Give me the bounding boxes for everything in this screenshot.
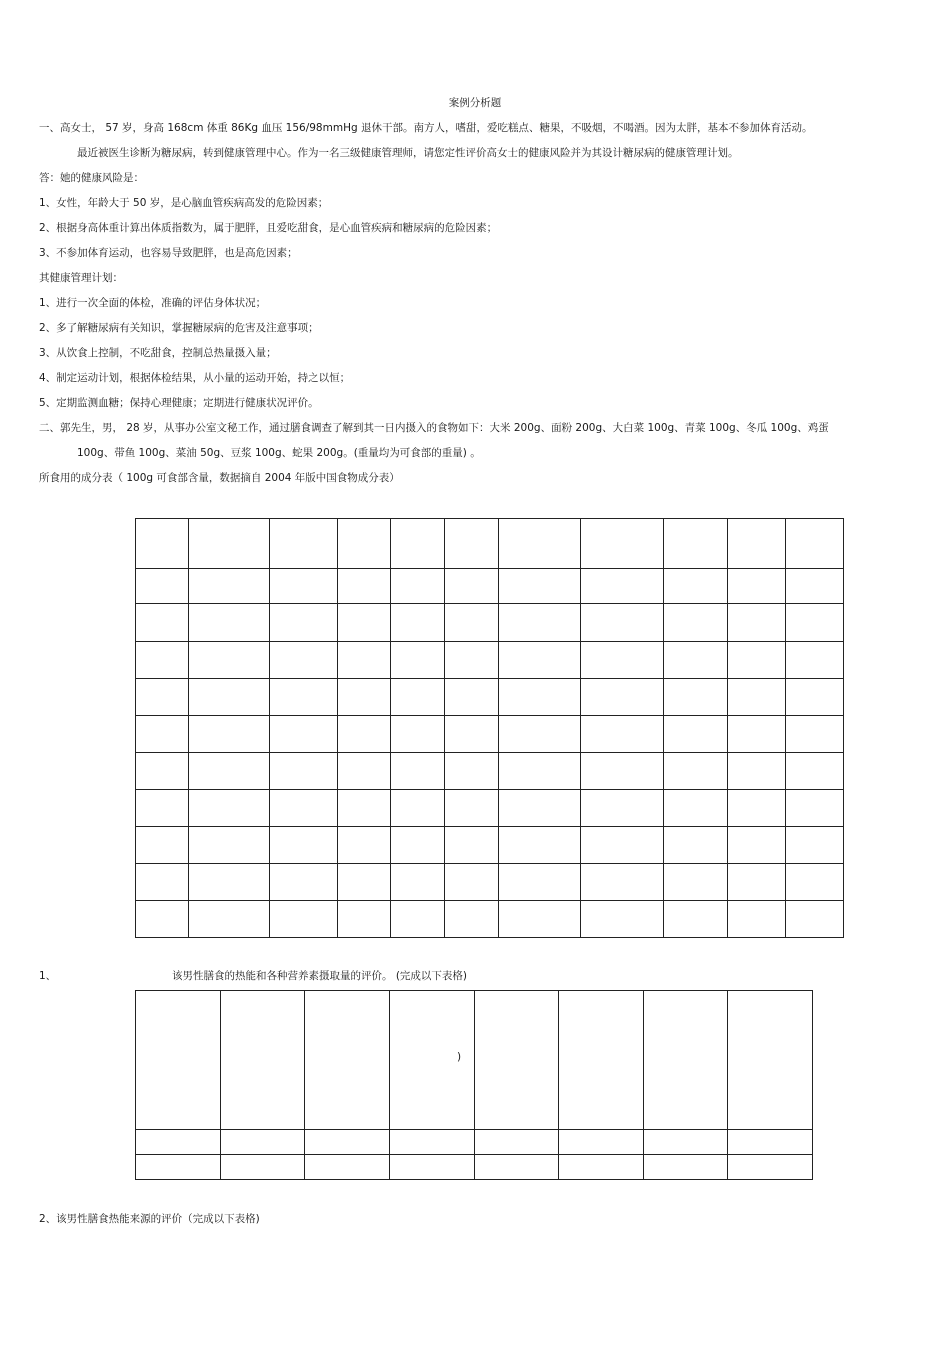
q1-number: 1、 (39, 970, 57, 982)
table-cell (786, 790, 844, 827)
table-row (136, 901, 844, 938)
table-cell (136, 753, 189, 790)
table-cell (391, 716, 445, 753)
table-cell (664, 519, 728, 569)
table-cell (499, 642, 581, 679)
table-cell (389, 991, 474, 1130)
table-cell (474, 991, 559, 1130)
table-cell (338, 827, 391, 864)
table-cell (136, 519, 189, 569)
table-cell (338, 569, 391, 604)
table-row (136, 1130, 813, 1155)
table-cell (559, 1155, 644, 1180)
table-cell (499, 753, 581, 790)
table-cell (391, 827, 445, 864)
answer-intro: 答：她的健康风险是： (39, 172, 144, 184)
table-cell (581, 604, 664, 642)
table-cell (499, 716, 581, 753)
table-row (136, 991, 813, 1130)
case1-line1: 一、高女士， 57 岁，身高 168cm 体重 86Kg 血压 156/98mmHg 退休干部。南方人，嗜甜，爱吃糕点、糖果，不吸烟，不喝酒。因为太胖，基本不参加体育活动。 (39, 122, 813, 134)
table-cell (270, 790, 338, 827)
table-row (136, 864, 844, 901)
plan-item: 5、定期监测血糖；保持心理健康；定期进行健康状况评价。 (39, 397, 319, 409)
table-cell (499, 827, 581, 864)
table-cell (786, 642, 844, 679)
table-cell (189, 604, 270, 642)
table-cell (389, 1130, 474, 1155)
table-cell (581, 864, 664, 901)
table-cell (664, 901, 728, 938)
table-cell (499, 604, 581, 642)
table-cell (338, 716, 391, 753)
table-cell (728, 827, 786, 864)
table-cell (305, 991, 390, 1130)
table-cell (499, 519, 581, 569)
table-cell (270, 519, 338, 569)
risk-item: 3、不参加体育运动，也容易导致肥胖，也是高危因素； (39, 247, 298, 259)
table-cell (445, 901, 499, 938)
plan-item: 1、进行一次全面的体检，准确的评估身体状况； (39, 297, 267, 309)
table-cell (643, 991, 728, 1130)
table-cell (391, 753, 445, 790)
table-cell (581, 679, 664, 716)
table-cell (270, 604, 338, 642)
table-cell (499, 864, 581, 901)
table-cell (499, 679, 581, 716)
table-cell (338, 679, 391, 716)
table-cell (664, 569, 728, 604)
table-cell (581, 901, 664, 938)
table-cell (391, 604, 445, 642)
table-cell (474, 1130, 559, 1155)
table-cell (391, 864, 445, 901)
table-row (136, 679, 844, 716)
table-cell (391, 569, 445, 604)
table-cell (581, 642, 664, 679)
table-cell (136, 679, 189, 716)
table-cell (445, 604, 499, 642)
table-cell (136, 991, 221, 1130)
table-cell (189, 753, 270, 790)
table-cell (728, 1130, 813, 1155)
table-cell (136, 901, 189, 938)
table-cell (189, 716, 270, 753)
table-row (136, 569, 844, 604)
table-cell (499, 901, 581, 938)
table-row (136, 827, 844, 864)
table-cell (786, 827, 844, 864)
table-cell (643, 1130, 728, 1155)
table-cell (786, 679, 844, 716)
table-cell (728, 991, 813, 1130)
table-cell (338, 753, 391, 790)
case1-line2: 最近被医生诊断为糖尿病，转到健康管理中心。作为一名三级健康管理师，请您定性评价高女士的健康风险并为其设计糖尿病的健康管理计划。 (77, 147, 739, 159)
plan-intro: 其健康管理计划： (39, 272, 123, 284)
table-cell (786, 604, 844, 642)
table-cell (643, 1155, 728, 1180)
table-cell (786, 716, 844, 753)
table-cell (305, 1130, 390, 1155)
table-cell (728, 604, 786, 642)
nutrient-evaluation-table (135, 990, 813, 1180)
risk-item: 2、根据身高体重计算出体质指数为，属于肥胖，且爱吃甜食，是心血管疾病和糖尿病的危险因素； (39, 222, 498, 234)
table-cell (391, 642, 445, 679)
table-cell (338, 901, 391, 938)
table-cell (136, 716, 189, 753)
table-cell (581, 569, 664, 604)
table-cell (270, 901, 338, 938)
table-cell (220, 991, 305, 1130)
table-mark: ) (457, 1051, 462, 1063)
table-cell (136, 790, 189, 827)
table-row (136, 642, 844, 679)
table-row (136, 604, 844, 642)
table-cell (445, 827, 499, 864)
table-cell (270, 679, 338, 716)
table-cell (136, 827, 189, 864)
table-cell (445, 569, 499, 604)
table-cell (136, 569, 189, 604)
table-cell (338, 642, 391, 679)
table-cell (136, 1130, 221, 1155)
table-cell (728, 901, 786, 938)
table-cell (474, 1155, 559, 1180)
table-cell (728, 1155, 813, 1180)
table-cell (189, 864, 270, 901)
table-row (136, 716, 844, 753)
table-cell (581, 519, 664, 569)
table-row (136, 519, 844, 569)
table-cell (581, 790, 664, 827)
table-cell (664, 716, 728, 753)
table-cell (270, 753, 338, 790)
table-cell (499, 790, 581, 827)
page-title: 案例分析题 (448, 97, 502, 109)
table-cell (391, 519, 445, 569)
table-cell (728, 569, 786, 604)
table-cell (189, 790, 270, 827)
table-cell (559, 991, 644, 1130)
table-cell (664, 604, 728, 642)
table-cell (391, 790, 445, 827)
table-cell (270, 716, 338, 753)
table-cell (136, 1155, 221, 1180)
table-cell (136, 604, 189, 642)
table-row (136, 753, 844, 790)
table-cell (189, 679, 270, 716)
table-cell (664, 679, 728, 716)
table-cell (445, 716, 499, 753)
table-cell (786, 864, 844, 901)
plan-item: 3、从饮食上控制，不吃甜食，控制总热量摄入量； (39, 347, 277, 359)
table-cell (220, 1155, 305, 1180)
table-row (136, 790, 844, 827)
table-cell (189, 519, 270, 569)
table-cell (445, 864, 499, 901)
case2-line2: 100g、带鱼 100g、菜油 50g、豆浆 100g、蛇果 200g。(重量均为可食部的重量) 。 (77, 447, 481, 459)
table-cell (136, 642, 189, 679)
table-cell (189, 827, 270, 864)
table-cell (189, 569, 270, 604)
table-cell (445, 790, 499, 827)
table-cell (389, 1155, 474, 1180)
table-cell (664, 642, 728, 679)
table-cell (220, 1130, 305, 1155)
table-cell (499, 569, 581, 604)
table-cell (270, 569, 338, 604)
table-cell (338, 604, 391, 642)
food-composition-table (135, 518, 844, 938)
table-cell (728, 716, 786, 753)
table-cell (786, 901, 844, 938)
table-cell (270, 642, 338, 679)
table-cell (786, 519, 844, 569)
table-cell (664, 864, 728, 901)
table-cell (445, 753, 499, 790)
table-cell (664, 790, 728, 827)
table-cell (338, 864, 391, 901)
table-cell (728, 519, 786, 569)
table-cell (581, 716, 664, 753)
table-cell (559, 1130, 644, 1155)
table-cell (728, 790, 786, 827)
table-caption: 所食用的成分表（ 100g 可食部含量，数据摘自 2004 年版中国食物成分表） (39, 472, 400, 484)
table-cell (136, 864, 189, 901)
table-cell (338, 519, 391, 569)
table-cell (728, 753, 786, 790)
plan-item: 2、多了解糖尿病有关知识，掌握糖尿病的危害及注意事项； (39, 322, 319, 334)
table-cell (270, 827, 338, 864)
table-cell (728, 642, 786, 679)
table-cell (445, 642, 499, 679)
table-cell (189, 901, 270, 938)
table-cell (391, 679, 445, 716)
table-cell (305, 1155, 390, 1180)
table-cell (338, 790, 391, 827)
table-cell (445, 519, 499, 569)
table-cell (664, 753, 728, 790)
case2-line1: 二、郭先生，男， 28 岁，从事办公室文秘工作，通过膳食调查了解到其一日内摄入的食物如下：大米 200g、面粉 200g、大白菜 100g、青菜 100g、冬瓜 100g、鸡蛋 (39, 422, 829, 434)
risk-item: 1、女性，年龄大于 50 岁，是心脑血管疾病高发的危险因素； (39, 197, 329, 209)
table-cell (581, 753, 664, 790)
table-cell (786, 569, 844, 604)
table-cell (391, 901, 445, 938)
table-cell (728, 679, 786, 716)
table-cell (581, 827, 664, 864)
table-row (136, 1155, 813, 1180)
plan-item: 4、制定运动计划，根据体检结果，从小量的运动开始，持之以恒； (39, 372, 351, 384)
table-cell (445, 679, 499, 716)
table-cell (189, 642, 270, 679)
q2-text: 2、该男性膳食热能来源的评价（完成以下表格) (39, 1213, 260, 1225)
q1-text: 该男性膳食的热能和各种营养素摄取量的评价。 (完成以下表格) (172, 970, 468, 982)
table-cell (728, 864, 786, 901)
table-cell (664, 827, 728, 864)
table-cell (270, 864, 338, 901)
table-cell (786, 753, 844, 790)
